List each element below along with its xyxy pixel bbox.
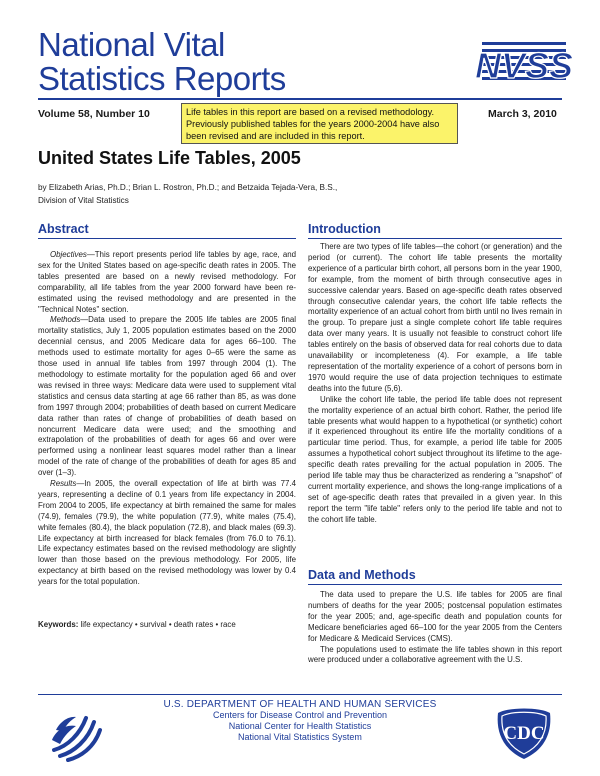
footer-nvss: National Vital Statistics System (238, 732, 362, 742)
data-methods-paragraph-1: The data used to prepare the U.S. life tables for 2005 are final numbers of deaths for the year 2005; postcensal population estimates for the year 2005; and, age-specific death and population counts for Medicare beneficiaries aged 66–100 for the year 2005 from the Centers for Medicare & Medicaid Services (CMS). (308, 590, 562, 643)
footer-department: U.S. DEPARTMENT OF HEALTH AND HUMAN SERVICES (163, 699, 437, 710)
cdc-logo (496, 705, 552, 761)
introduction-rule (308, 238, 562, 239)
report-title: United States Life Tables, 2005 (38, 148, 301, 168)
results-label: Results (50, 479, 77, 489)
abstract-body (38, 250, 296, 588)
data-methods-body (308, 590, 562, 666)
abstract-results (38, 479, 296, 588)
issue-date: March 3, 2010 (488, 108, 557, 120)
footer-cdc: Centers for Disease Control and Prevention (212, 710, 388, 720)
masthead-line-2: Statistics Reports (38, 60, 286, 97)
methods-text: —Data used to prepare the 2005 life tables are 2005 final mortality statistics, July 1, 2005 population estimates based on the 2000 decennial census, and 2005 Medicare data for ages 66–100. The methods used to estimate mortality for ages 0–65 were the same as those used in annual life tables from 1997 through 2004 (1). The methodology to estimate mortality for the population aged 66 and over was revised in three ways: Medicare data were used to supplement vital statistics and census data starting at age 66 rather than 85, as was done from 1997 through 2004; probabilities of death based on current Medicare data rather than rates of change of probabilities of death based on noncurrent Medicare data were used; and the smoothing and extrapolation of the probabilities of death for ages 66 and over were performed using a nonlinear least squares model rather than a linear model of the rate of change of the probabilities of death for ages 85 and over (1–3). (38, 315, 296, 478)
revision-notice: Life tables in this report are based on a revised methodology. Previously published tables for the years 2000-2004 have also been revised and are included in this report. (181, 103, 458, 144)
introduction-paragraph-1: There are two types of life tables—the cohort (or generation) and the period (or current). The cohort life table presents the mortality experience of a particular birth cohort, all persons born in the year 1900, for example, from the moment of birth through consecutive ages in successive calendar years. Based on age-specific death rates observed through consecutive calendar years, the cohort life table reflects the mortality experience of an actual cohort from birth until no lives remain in the group. To prepare just a single complete cohort life table requires data over many years. It is usually not feasible to construct cohort life tables entirely on the basis of observed data for real cohorts due to data unavailability or incompleteness (4). For example, a life table representation of the mortality experience of a cohort of persons born in 1970 would require the use of data projection techniques to estimate deaths into the future (5,6). (308, 242, 562, 393)
masthead-title (38, 28, 286, 96)
author-names: by Elizabeth Arias, Ph.D.; Brian L. Rostron, Ph.D.; and Betzaida Tejada-Vera, B.S., (38, 183, 338, 192)
masthead-line-1: National Vital (38, 26, 225, 63)
keywords-label: Keywords: (38, 620, 79, 629)
cdc-logo-text: CDC (503, 723, 545, 744)
data-methods-rule (308, 584, 562, 585)
masthead-rule (38, 98, 562, 100)
abstract-objectives (38, 250, 296, 315)
nvss-logo (474, 38, 574, 90)
abstract-heading: Abstract (38, 222, 89, 236)
abstract-methods (38, 315, 296, 479)
introduction-body (308, 242, 562, 526)
results-text: —In 2005, the overall expectation of life at birth was 77.4 years, representing a decline of 0.1 years from life expectancy in 2004. From 2004 to 2005, life expectancy at birth remained the same for males (74.9), females (79.9), the white population (77.9), white males (75.4), white females (80.4), the black population (72.8), and black males (69.3). Life expectancy at birth increased for black females (from 76.0 to 76.1). Life expectancy estimates based on the revised methodology are slightly lower than those based on the previous methodology. For 2005, life expectancy at birth based on the revised methodology was lower by 0.4 years for the total population. (38, 479, 296, 587)
footer-agency-block (150, 699, 450, 743)
methods-label: Methods (50, 315, 81, 325)
author-division: Division of Vital Statistics (38, 195, 129, 205)
footer-nchs: National Center for Health Statistics (228, 721, 372, 731)
keywords-text: life expectancy • survival • death rates • race (80, 620, 236, 629)
hhs-eagle-logo (46, 700, 106, 762)
introduction-paragraph-2: Unlike the cohort life table, the period life table does not represent the mortality experience of an actual birth cohort. Rather, the period life table presents what would happen to a hypothetical (or synthetic) cohort if it experienced throughout its entire life the mortality conditions of a particular time period. Thus, for example, a period life table for 2005 assumes a hypothetical cohort subject throughout its lifetime to the age-specific death rates prevailing for the actual population in 2005. The period life table may thus be characterized as rendering a "snapshot" of current mortality experience, and shows the long-range implications of a set of age-specific death rates that prevailed in a given year. In this report the term "life table" refers only to the period life table and not to the cohort life table. (308, 394, 562, 524)
objectives-label: Objectives (50, 250, 87, 259)
footer-rule (38, 694, 562, 695)
volume-number: Volume 58, Number 10 (38, 108, 150, 120)
nvss-logo-text: NVSS (474, 45, 574, 86)
objectives-text: —This report presents period life tables by age, race, and sex for the United States based on age-specific death rates in 2005. The tables presented are based on a newly revised methodology. For comparability, all life tables from the year 2000 forward have been re-estimated using the revised methodology and are presented in the "Technical Notes" section. (38, 250, 296, 314)
introduction-heading: Introduction (308, 222, 381, 236)
data-methods-heading: Data and Methods (308, 568, 416, 582)
data-methods-paragraph-2: The populations used to estimate the life tables shown in this report were produced under a collaborative agreement with the U.S. (308, 644, 562, 665)
keywords (38, 620, 296, 629)
abstract-rule (38, 238, 296, 239)
author-block (38, 182, 478, 207)
